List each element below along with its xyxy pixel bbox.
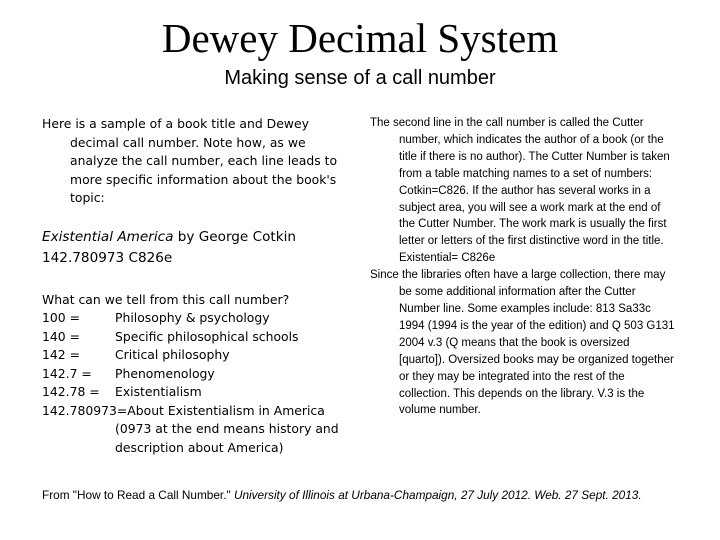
breakdown-value: Philosophy & psychology [115,310,270,325]
breakdown-question: What can we tell from this call number? [42,291,290,307]
book-citation [42,227,352,248]
additional-info-paragraph: Since the libraries often have a large collection, there may be some additional information after the Cutter Number line. Some examples include: 813 Sa33c 1994 (1994 is the year of the edition) and Q 503 G131 2004 v.3 (Q means that the book is oversized [quarto]). Oversized books may be organized together or they may be integrated into the rest of the collection. This depends on the library. V.3 is the volume number. [370,269,675,417]
breakdown-row [42,309,352,328]
breakdown-key: 142.780973= [42,402,128,418]
cutter-paragraph: The second line in the call number is called the Cutter number, which indicates the author of a book (or the title if there is no author). The Cutter Number is taken from a table matching names to a set of numbers: Cotkin=C826. If the author has several works in a subject area, you will see a work mark at the end of the Cutter Number. The work mark is usually the first letter or letters of the first distinctive word in the title. Existential= C826e [370,117,670,265]
breakdown-row [42,346,352,365]
breakdown-key: 100 = [42,310,80,325]
breakdown-row [42,383,352,402]
breakdown-note: (0973 at the end means history and description about America) [115,421,339,455]
breakdown-row [42,365,352,384]
breakdown-key: 142 = [42,347,80,362]
breakdown-row-last [42,402,352,421]
left-column [42,115,352,457]
breakdown-value: About Existentialism in America [127,402,325,418]
book-author: by George Cotkin [173,228,297,245]
call-number-breakdown [42,291,352,458]
breakdown-value: Specific philosophical schools [115,328,299,344]
slide-title: Dewey Decimal System [161,15,559,61]
breakdown-key: 142.78 = [42,384,100,399]
source-citation [42,487,702,503]
intro-text: Here is a sample of a book title and Dewey decimal call number. Note how, as we analyze the call number, each line leads to more specific information about the book's topic: [42,116,338,205]
slide-subtitle: Making sense of a call number [224,67,496,89]
breakdown-key: 140 = [42,328,80,344]
book-title: Existential America [42,228,174,245]
call-number: 142.780973 C826e [42,249,173,266]
breakdown-row [42,328,352,347]
source-prefix: From "How to Read a Call Number." [42,488,234,502]
breakdown-value: Critical philosophy [115,347,230,362]
source-italic: University of Illinois at Urbana-Champaign, 27 July 2012. Web. 27 Sept. 2013. [233,488,642,502]
breakdown-value: Phenomenology [115,365,215,381]
example-book [42,227,352,269]
breakdown-key: 142.7 = [42,365,92,381]
breakdown-value: Existentialism [115,384,202,399]
right-column [370,115,678,419]
